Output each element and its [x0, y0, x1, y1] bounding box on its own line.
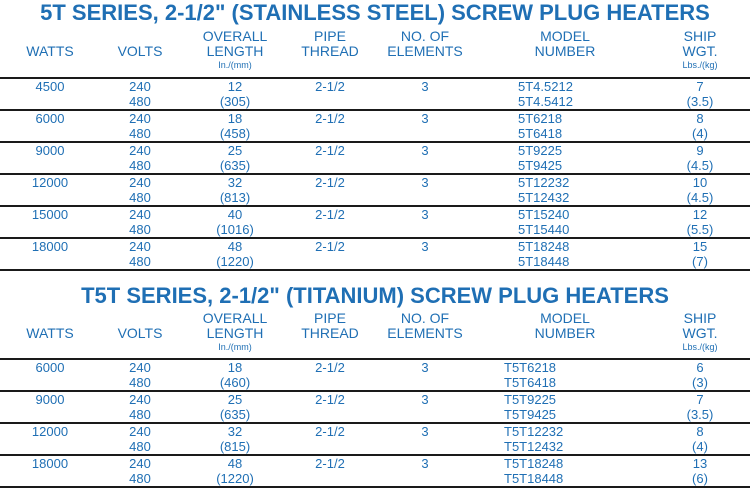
cell-length-mm: (1220)	[216, 254, 254, 269]
header-length-line2: LENGTH	[206, 43, 264, 59]
cell-volts: 240	[129, 456, 151, 471]
cell-weight-kg: (4.5)	[686, 190, 714, 205]
cell-weight-lb: 7	[696, 392, 704, 407]
cell-model: T5T6218	[504, 360, 557, 375]
cell-volts: 240	[129, 239, 151, 254]
table-row-group	[0, 360, 750, 390]
cell-model: T5T12432	[504, 439, 564, 454]
header-model	[510, 29, 620, 59]
header-ship-weight	[665, 29, 735, 71]
cell-model: 5T6418	[518, 126, 563, 141]
cell-weight-lb: 13	[692, 456, 708, 471]
header-ship-line1: SHIP	[683, 310, 717, 326]
cell-volts: 240	[129, 360, 151, 375]
cell-length-in: 32	[227, 424, 243, 439]
cell-volts: 480	[129, 126, 151, 141]
header-ship-unit: Lbs./(kg)	[682, 60, 718, 70]
cell-model: 5T9425	[518, 158, 563, 173]
cell-watts: 9000	[35, 392, 65, 407]
cell-volts: 240	[129, 175, 151, 190]
header-length-line2: LENGTH	[206, 325, 264, 341]
cell-model: 5T6218	[518, 111, 563, 126]
cell-weight-lb: 10	[692, 175, 708, 190]
cell-length-mm: (1016)	[216, 222, 254, 237]
cell-watts: 9000	[35, 143, 65, 158]
cell-model: T5T12232	[504, 424, 564, 439]
header-elements	[375, 29, 475, 59]
cell-volts: 480	[129, 190, 151, 205]
cell-model: 5T12232	[518, 175, 570, 190]
cell-weight-kg: (3)	[692, 375, 708, 390]
cell-watts: 12000	[31, 424, 69, 439]
header-ship-line1: SHIP	[683, 28, 717, 44]
cell-length-in: 40	[227, 207, 243, 222]
cell-length-in: 48	[227, 239, 243, 254]
cell-model: 5T15440	[518, 222, 570, 237]
table-row-group	[0, 175, 750, 205]
header-watts: WATTS	[26, 325, 74, 341]
cell-length-mm: (1220)	[216, 471, 254, 486]
cell-volts: 480	[129, 94, 151, 109]
cell-length-mm: (635)	[219, 407, 251, 422]
header-ship-unit: Lbs./(kg)	[682, 342, 718, 352]
cell-length-in: 25	[227, 143, 243, 158]
cell-weight-kg: (5.5)	[686, 222, 714, 237]
cell-elements: 3	[421, 424, 429, 439]
cell-watts: 6000	[35, 360, 65, 375]
table-row-group	[0, 207, 750, 237]
cell-length-in: 12	[227, 79, 243, 94]
cell-weight-lb: 7	[696, 79, 704, 94]
cell-elements: 3	[421, 392, 429, 407]
header-length-unit: In./(mm)	[218, 342, 252, 352]
header-ship-line2: WGT.	[682, 43, 718, 59]
table-title-5t: 5T SERIES, 2-1/2" (STAINLESS STEEL) SCREW PLUG HEATERS	[40, 0, 710, 25]
cell-elements: 3	[421, 175, 429, 190]
cell-volts: 240	[129, 424, 151, 439]
cell-elements: 3	[421, 111, 429, 126]
cell-thread: 2-1/2	[315, 456, 345, 471]
cell-length-in: 48	[227, 456, 243, 471]
cell-elements: 3	[421, 79, 429, 94]
table-row-group	[0, 143, 750, 173]
header-model-line1: MODEL	[540, 310, 590, 326]
header-length	[195, 29, 275, 71]
cell-thread: 2-1/2	[315, 239, 345, 254]
cell-volts: 480	[129, 407, 151, 422]
cell-thread: 2-1/2	[315, 143, 345, 158]
cell-elements: 3	[421, 456, 429, 471]
cell-elements: 3	[421, 360, 429, 375]
cell-volts: 480	[129, 471, 151, 486]
table-row-group	[0, 111, 750, 141]
cell-watts: 18000	[31, 456, 69, 471]
cell-length-mm: (305)	[219, 94, 251, 109]
cell-thread: 2-1/2	[315, 424, 345, 439]
header-ship-weight	[665, 311, 735, 353]
cell-length-mm: (460)	[219, 375, 251, 390]
cell-model: T5T6418	[504, 375, 557, 390]
cell-model: T5T9225	[504, 392, 557, 407]
cell-length-in: 25	[227, 392, 243, 407]
cell-weight-kg: (6)	[692, 471, 708, 486]
cell-volts: 240	[129, 207, 151, 222]
header-model-line2: NUMBER	[534, 43, 596, 59]
cell-weight-lb: 8	[696, 424, 704, 439]
cell-elements: 3	[421, 143, 429, 158]
cell-watts: 15000	[31, 207, 69, 222]
cell-model: 5T9225	[518, 143, 563, 158]
cell-volts: 480	[129, 158, 151, 173]
header-elements	[375, 311, 475, 341]
header-model	[510, 311, 620, 341]
cell-thread: 2-1/2	[315, 175, 345, 190]
table-row-group	[0, 456, 750, 486]
cell-weight-lb: 12	[692, 207, 708, 222]
cell-elements: 3	[421, 239, 429, 254]
cell-weight-kg: (4)	[692, 439, 708, 454]
header-length-line1: OVERALL	[202, 310, 268, 326]
cell-weight-lb: 15	[692, 239, 708, 254]
cell-weight-kg: (4)	[692, 126, 708, 141]
cell-model: T5T9425	[504, 407, 557, 422]
cell-length-mm: (635)	[219, 158, 251, 173]
header-thread-line2: THREAD	[301, 325, 359, 341]
cell-model: 5T12432	[518, 190, 570, 205]
header-ship-line2: WGT.	[682, 325, 718, 341]
table-row-group	[0, 239, 750, 269]
cell-volts: 480	[129, 222, 151, 237]
header-volts: VOLTS	[117, 43, 163, 59]
cell-thread: 2-1/2	[315, 392, 345, 407]
cell-weight-kg: (3.5)	[686, 94, 714, 109]
cell-length-mm: (813)	[219, 190, 251, 205]
cell-volts: 480	[129, 439, 151, 454]
cell-model: 5T4.5212	[518, 79, 573, 94]
cell-thread: 2-1/2	[315, 207, 345, 222]
cell-model: T5T18448	[504, 471, 564, 486]
header-length-unit: In./(mm)	[218, 60, 252, 70]
cell-length-mm: (458)	[219, 126, 251, 141]
cell-volts: 240	[129, 392, 151, 407]
cell-thread: 2-1/2	[315, 79, 345, 94]
header-model-line1: MODEL	[540, 28, 590, 44]
header-elements-line1: NO. OF	[400, 310, 450, 326]
header-elements-line2: ELEMENTS	[387, 43, 463, 59]
cell-model: 5T4.5412	[518, 94, 573, 109]
header-thread	[290, 29, 370, 59]
header-elements-line1: NO. OF	[400, 28, 450, 44]
cell-volts: 480	[129, 375, 151, 390]
header-volts: VOLTS	[117, 325, 163, 341]
header-thread-line1: PIPE	[314, 310, 346, 326]
table-row-group	[0, 79, 750, 109]
cell-watts: 4500	[35, 79, 65, 94]
cell-length-mm: (815)	[219, 439, 251, 454]
header-length	[195, 311, 275, 353]
cell-length-in: 32	[227, 175, 243, 190]
table-header-t5t	[0, 309, 750, 359]
cell-thread: 2-1/2	[315, 360, 345, 375]
cell-volts: 240	[129, 111, 151, 126]
header-elements-line2: ELEMENTS	[387, 325, 463, 341]
cell-weight-lb: 6	[696, 360, 704, 375]
header-model-line2: NUMBER	[534, 325, 596, 341]
table-row-group	[0, 392, 750, 422]
cell-model: 5T18248	[518, 239, 570, 254]
cell-thread: 2-1/2	[315, 111, 345, 126]
cell-watts: 6000	[35, 111, 65, 126]
table-title-t5t: T5T SERIES, 2-1/2" (TITANIUM) SCREW PLUG HEATERS	[81, 283, 669, 308]
cell-model: T5T18248	[504, 456, 564, 471]
row-divider	[0, 269, 750, 271]
header-thread-line2: THREAD	[301, 43, 359, 59]
cell-elements: 3	[421, 207, 429, 222]
header-thread	[290, 311, 370, 341]
cell-weight-lb: 8	[696, 111, 704, 126]
cell-volts: 240	[129, 79, 151, 94]
cell-length-in: 18	[227, 111, 243, 126]
cell-watts: 18000	[31, 239, 69, 254]
cell-volts: 240	[129, 143, 151, 158]
cell-weight-lb: 9	[696, 143, 704, 158]
table-header-5t	[0, 27, 750, 77]
cell-model: 5T18448	[518, 254, 570, 269]
table-row-group	[0, 424, 750, 454]
header-thread-line1: PIPE	[314, 28, 346, 44]
cell-model: 5T15240	[518, 207, 570, 222]
cell-weight-kg: (4.5)	[686, 158, 714, 173]
cell-weight-kg: (3.5)	[686, 407, 714, 422]
cell-length-in: 18	[227, 360, 243, 375]
cell-volts: 480	[129, 254, 151, 269]
cell-weight-kg: (7)	[692, 254, 708, 269]
cell-watts: 12000	[31, 175, 69, 190]
header-watts: WATTS	[26, 43, 74, 59]
header-length-line1: OVERALL	[202, 28, 268, 44]
